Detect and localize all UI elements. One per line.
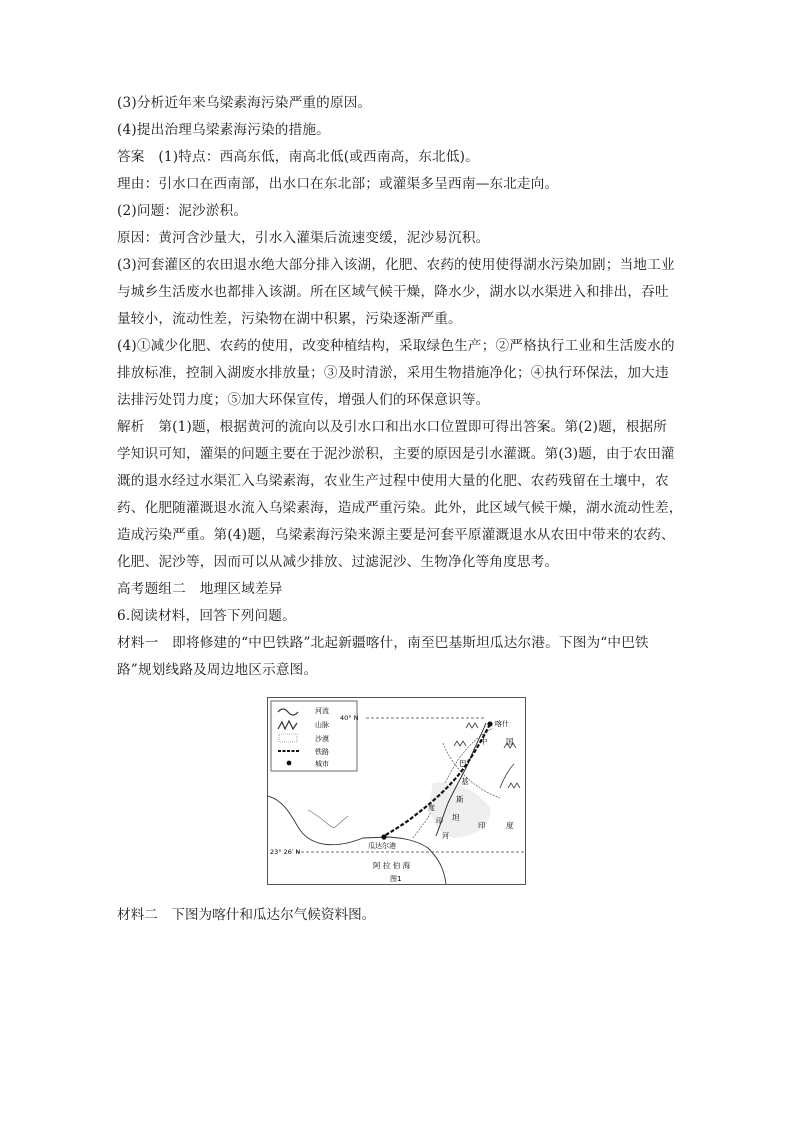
text-line: 化肥、泥沙等，因而可以从减少排放、过滤泥沙、生物净化等角度思考。 [117, 554, 559, 570]
text-line: 理由：引水口在西南部，出水口在东北部；或灌渠多呈西南—东北走向。 [117, 176, 559, 192]
label-river-2: 度 [428, 804, 435, 812]
text-line: 药、化肥随灌溉退水流入乌梁素海，造成严重污染。此外，此区域气候干燥，湖水流动性差， [117, 500, 683, 516]
text-line: 答案 (1)特点：西高东低，南高北低(或西南高，东北低)。 [117, 149, 479, 165]
text-line: (3)河套灌区的农田退水绝大部分排入该湖，化肥、农药的使用使得湖水污染加剧；当地工业 [117, 257, 675, 273]
coastline [268, 796, 446, 884]
text-line: 法排污处罚力度；⑤加大环保宣传，增强人们的环保意识等。 [117, 392, 490, 408]
text-line: (4)提出治理乌梁素海污染的措施。 [117, 122, 330, 138]
label-pakistan-4: 坦 [452, 813, 460, 822]
text-block [117, 90, 687, 684]
label-india-2: 度 [506, 821, 514, 830]
text-line: (2)问题：泥沙淤积。 [117, 203, 248, 219]
text-line: (3)分析近年来乌梁素海污染严重的原因。 [117, 95, 372, 111]
text-line: 路”规划线路及周边地区示意图。 [117, 662, 318, 678]
label-arabian-sea: 阿 拉 伯 海 [373, 861, 411, 870]
text-line: (4)①减少化肥、农药的使用，改变种植结构，采取绿色生产；②严格执行工业和生活废水的 [117, 338, 675, 354]
gwadar-city-marker [381, 834, 386, 839]
label-india-1: 印 [478, 821, 486, 830]
question-title: 6.阅读材料，回答下列问题。 [117, 608, 296, 624]
city-legend-icon [287, 761, 292, 766]
label-pakistan-1: 巴 [459, 759, 467, 768]
text-line: 学知识可知，灌渠的问题主要在于泥沙淤积，主要的原因是引水灌溉。第(3)题，由于农田灌 [117, 446, 675, 462]
map-legend [271, 701, 357, 771]
legend-mountain: 山脉 [315, 721, 329, 729]
kashgar-city-marker [487, 721, 492, 726]
material-two-line: 材料二 下图为喀什和瓜达尔气候资料图。 [117, 907, 376, 923]
label-river-3: 河 [442, 832, 449, 840]
latitude-40n-label: 40° N [340, 714, 359, 722]
figure-caption: 图1 [390, 875, 402, 883]
iran-border [308, 810, 348, 828]
text-line: 排放标准，控制入湖废水排放量；③及时清淤，采用生物措施净化；④执行环保法，加大违 [117, 365, 669, 381]
text-line: 溉的退水经过水渠汇入乌梁素海，农业生产过程中使用大量的化肥、农药残留在土壤中，农 [117, 473, 669, 489]
legend-railway: 铁路 [315, 748, 329, 756]
text-line: 量较小，流动性差，污染物在湖中积累，污染逐渐严重。 [117, 311, 462, 327]
label-river-1: 印 [436, 817, 443, 825]
text-line: 与城乡生活废水也都排入该湖。所在区域气候干燥，降水少，湖水以水渠进入和排出，吞吐 [117, 284, 669, 300]
legend-desert: 沙漠 [315, 735, 329, 743]
text-line: 造成污染严重。第(4)题，乌梁素海污染来源主要是河套平原灌溉退水从农田中带来的农药、 [117, 527, 675, 543]
label-china-1: 中 [480, 737, 488, 746]
label-china-2: 国 [506, 737, 514, 746]
text-line: 解析 第(1)题，根据黄河的流向以及引水口和出水口位置即可得出答案。第(2)题，根据所 [117, 419, 668, 435]
tropic-label: 23° 26′ N [270, 848, 301, 856]
gwadar-label: 瓜达尔港 [368, 842, 396, 850]
legend-river: 河流 [315, 707, 329, 715]
desert-legend-icon [279, 734, 297, 742]
kashgar-label: 喀什 [495, 720, 509, 728]
section-heading: 高考题组二 地理区域差异 [117, 581, 283, 597]
label-pakistan-3: 斯 [456, 795, 464, 804]
text-line: 原因：黄河含沙量大，引水入灌渠后流速变缓，泥沙易沉积。 [117, 230, 490, 246]
text-line: 材料一 即将修建的“中巴铁路”北起新疆喀什，南至巴基斯坦瓜达尔港。下图为“中巴铁 [117, 635, 649, 651]
railway-map-figure [267, 697, 526, 885]
legend-city: 城市 [315, 760, 329, 768]
label-pakistan-2: 基 [461, 777, 469, 786]
